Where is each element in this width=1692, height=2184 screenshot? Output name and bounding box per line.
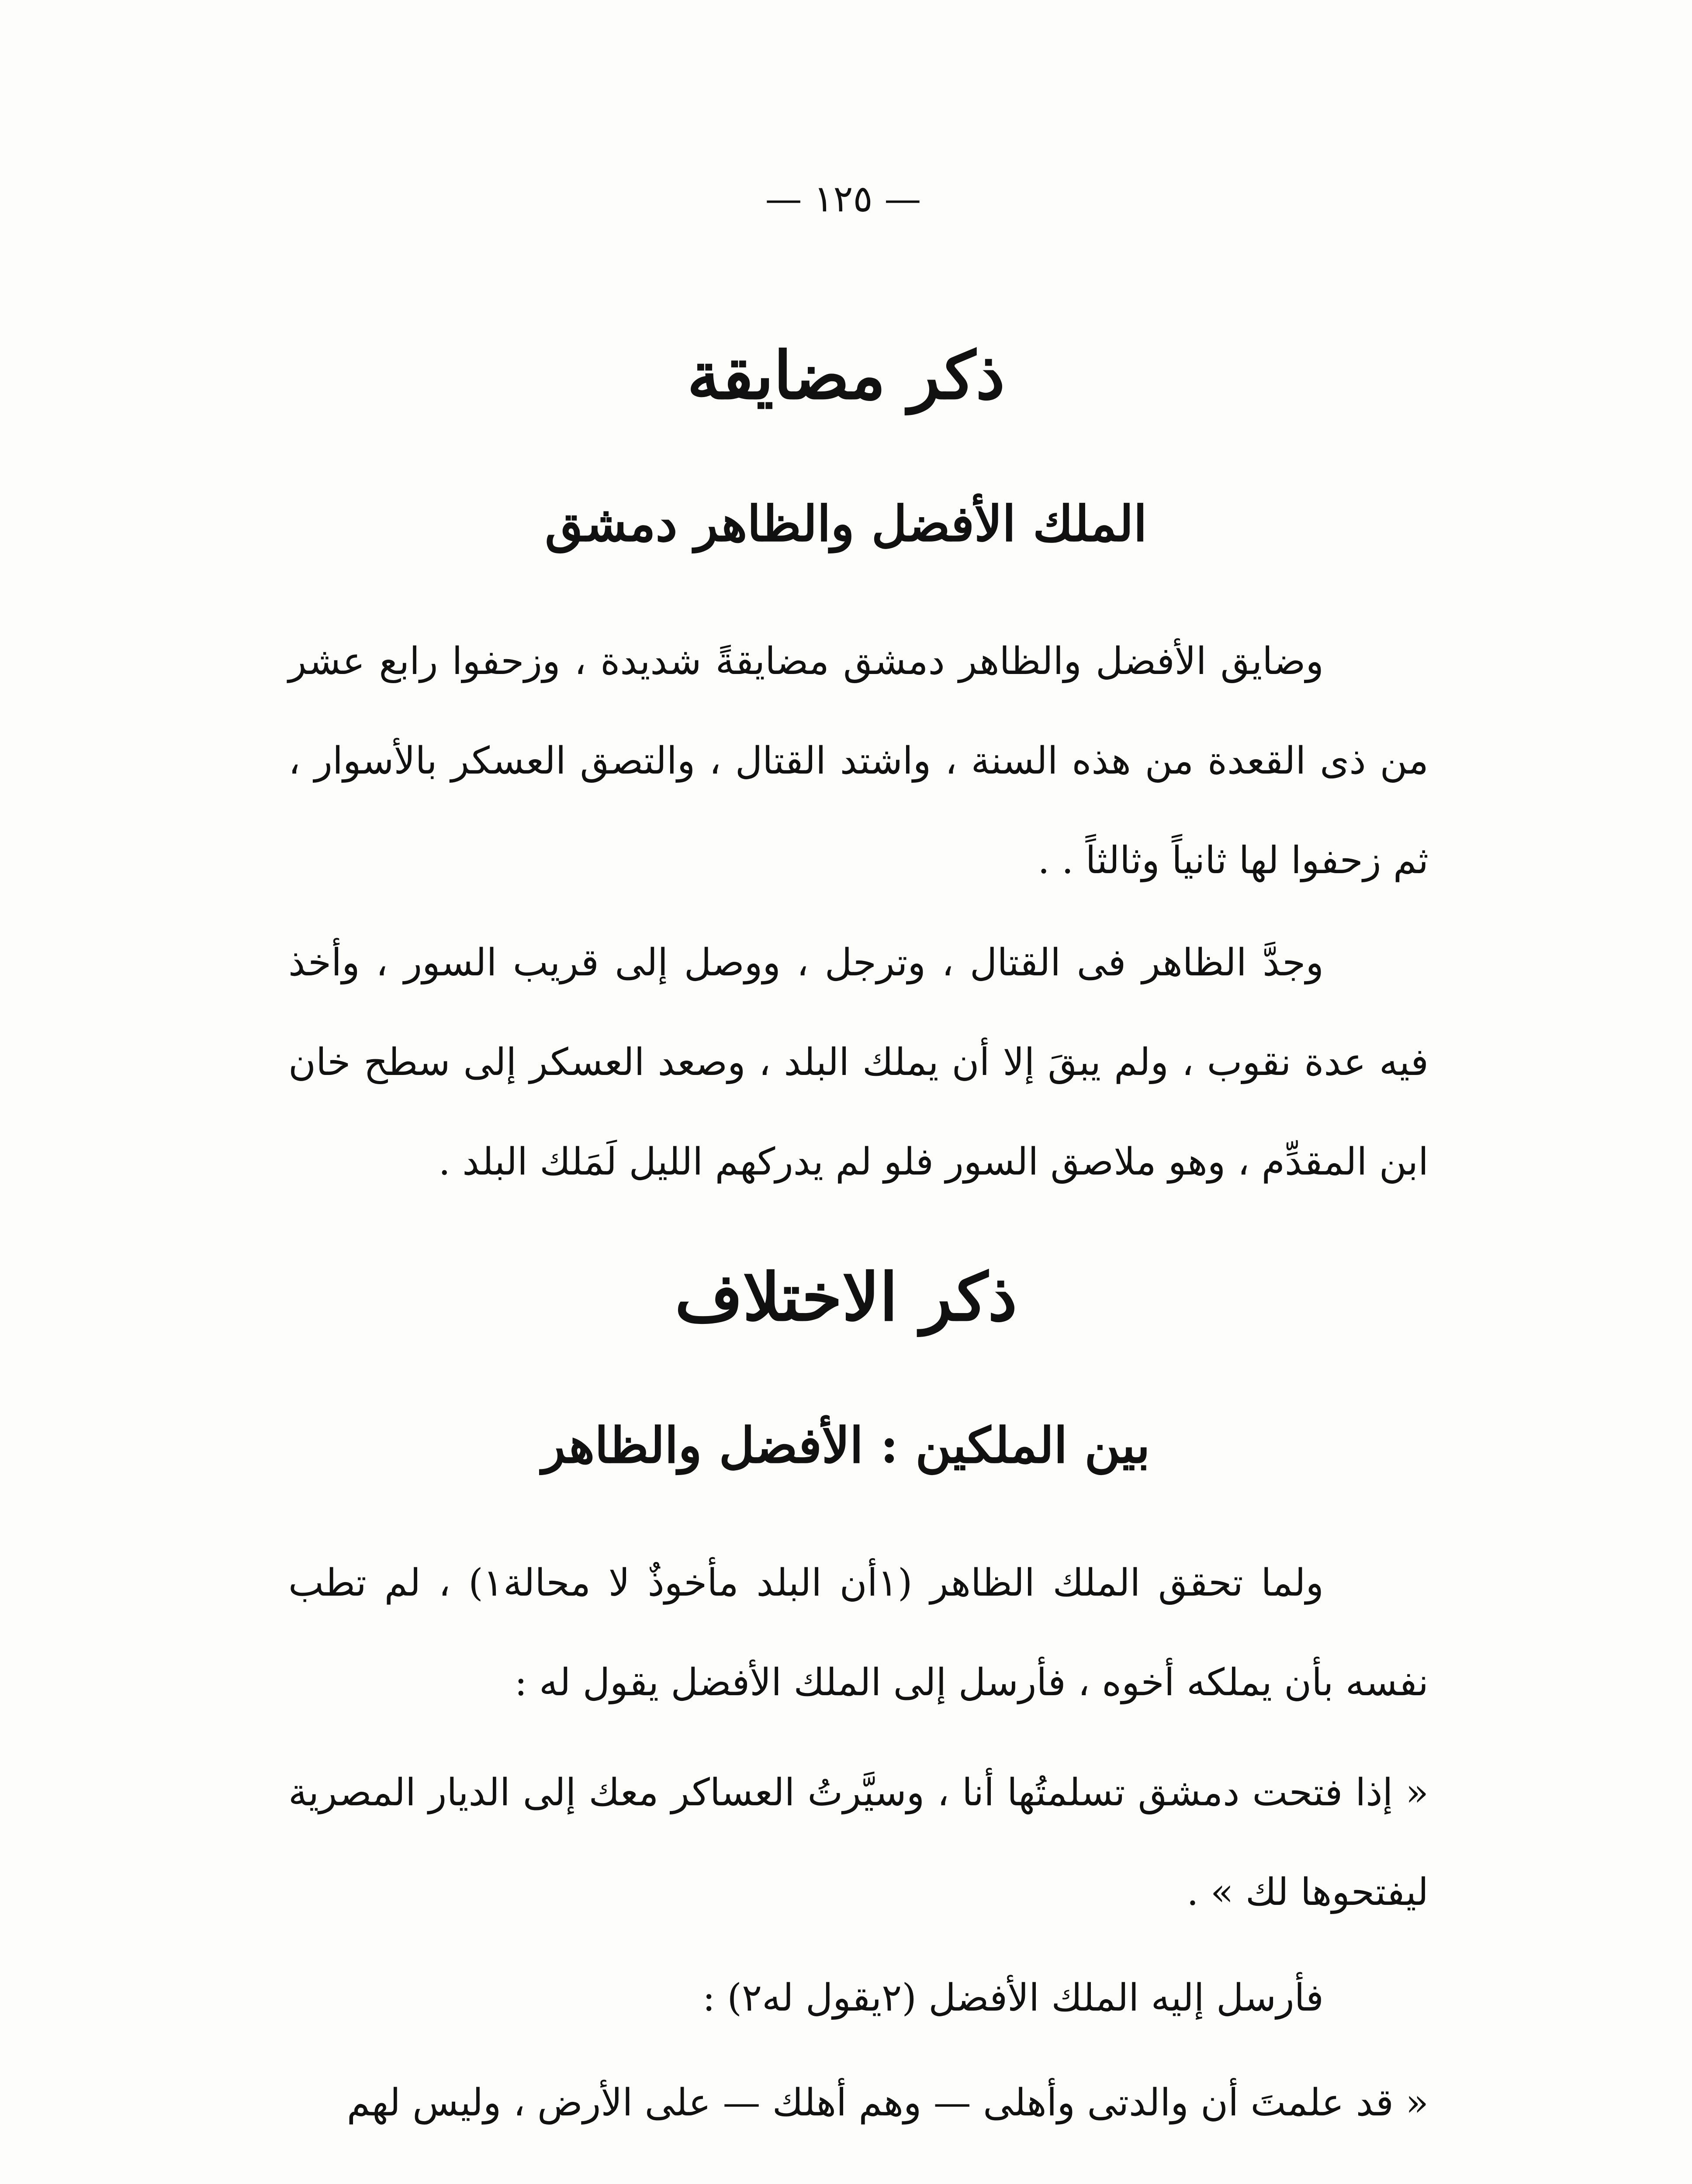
paragraph-siege-1: وضايق الأفضل والظاهر دمشق مضايقةً شديدة ، وزحفوا رابع عشر من ذى القعدة من هذه السنة ، واشتد القتال ، والتصق العسكر بالأسوار ، ثم زحفوا لها ثانياً وثالثاً . . xyxy=(288,639,1429,882)
section-subtitle-dispute: بين الملكين : الأفضل والظاهر xyxy=(542,1417,1150,1474)
section-title-siege: ذكر مضايقة xyxy=(687,337,1005,414)
paragraph-dispute-reply: فأرسل إليه الملك الأفضل (٢يقول له٢) : xyxy=(702,1976,1324,2020)
paragraph-dispute-quote-1: « إذا فتحت دمشق تسلمتُها أنا ، وسيَّرتُ العساكر معك إلى الديار المصرية ليفتحوها لك » . xyxy=(288,1771,1429,1914)
paragraph-siege-2: وجدَّ الظاهر فى القتال ، وترجل ، ووصل إلى قريب السور ، وأخذ فيه عدة نقوب ، ولم يبقَ إلا أن يملك البلد ، وصعد العسكر إلى سطح خان ابن المقدِّم ، وهو ملاصق السور فلو لم يدركهم الليل لَمَلك البلد . xyxy=(288,941,1429,1184)
page-number: — ١٢٥ — xyxy=(765,177,921,220)
section-title-dispute: ذكر الاختلاف xyxy=(675,1259,1017,1336)
paragraph-dispute-quote-2: « قد علمتَ أن والدتى وأهلى — وهم أهلك — على الأرض ، وليس لهم xyxy=(346,2081,1429,2125)
paragraph-dispute-1: ولما تحقق الملك الظاهر (١أن البلد مأخوذٌ لا محالة١) ، لم تطب نفسه بأن يملكه أخوه ، فأرسل إلى الملك الأفضل يقول له : xyxy=(288,1561,1429,1704)
section-subtitle-siege: الملك الأفضل والظاهر دمشق xyxy=(545,495,1147,553)
